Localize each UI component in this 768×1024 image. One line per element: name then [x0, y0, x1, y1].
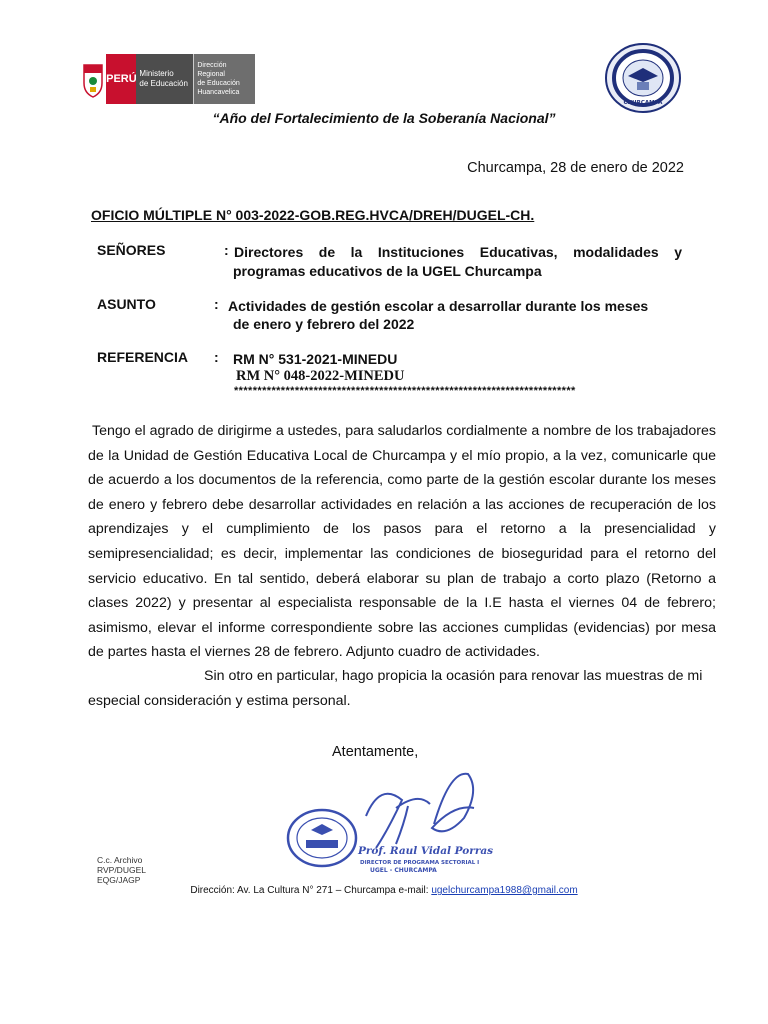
footer-email-link[interactable]: ugelchurcampa1988@gmail.com [431, 885, 578, 896]
senores-label: SEÑORES [97, 242, 166, 258]
senores-colon: : [224, 242, 229, 258]
signature-stamp-icon [284, 764, 504, 876]
peru-shield-icon [80, 54, 106, 104]
asunto-value-line2: de enero y febrero del 2022 [233, 316, 415, 332]
closing-salutation: Atentamente, [332, 744, 419, 760]
senores-value-line2: programas educativos de la UGEL Churcampa [233, 263, 542, 279]
date-line: Churcampa, 28 de enero de 2022 [467, 160, 684, 176]
logo-country: PERÚ [106, 54, 136, 104]
svg-text:DIRECTOR DE PROGRAMA SECTORIAL: DIRECTOR DE PROGRAMA SECTORIAL I [360, 860, 480, 866]
signature-block [284, 764, 504, 876]
referencia-ref1: RM N° 531-2021-MINEDU [233, 351, 398, 367]
svg-text:UGEL - CHURCAMPA: UGEL - CHURCAMPA [370, 867, 437, 874]
body-paragraph-1: Tengo el agrado de dirigirme a ustedes, para saludarlos cordialmente a nombre de los trabajadores de la Unidad de Gestión Educativa Local de Churcampa y el mío propio, a la vez, comunicarle que de acuerdo a los documentos de la referencia, como parte de la gestión escolar durante los meses de enero y febrero debe desarrollar actividades en relación a las acciones de recuperación de los aprendizajes y el cumplimiento de los pasos para el retorno a la presencialidad y semipresencialidad; es decir, implementar las condiciones de bioseguridad para el retorno del servicio educativo. En tal sentido, deberá elaborar su plan de trabajo a corto plazo (Retorno a clases 2022) y presentar al especialista responsable de la I.E hasta el viernes 04 de febrero; asimismo, elevar el informe correspondiente sobre las acciones cumplidas (evidencias) por mesa de partes hasta el viernes 28 de febrero. Adjunto cuadro de actividades. [88, 423, 716, 661]
senores-value-line1: Directores de la Instituciones Educativas, modalidades y [234, 244, 682, 260]
referencia-colon: : [214, 349, 219, 365]
referencia-label: REFERENCIA [97, 349, 189, 365]
referencia-ref2: RM N° 048-2022-MINEDU [236, 368, 405, 384]
logo-ministry: Ministerio de Educación [136, 54, 193, 104]
separator-stars: ************************************************************************* [234, 385, 576, 397]
svg-text:CHURCAMPA: CHURCAMPA [623, 100, 663, 106]
ministry-logo [80, 54, 255, 104]
ugel-seal-icon [604, 42, 682, 114]
logo-direction: Dirección Regional de Educación Huancavelica [193, 54, 255, 104]
asunto-value-line1: Actividades de gestión escolar a desarrollar durante los meses [228, 298, 649, 314]
oficio-number: OFICIO MÚLTIPLE N° 003-2022-GOB.REG.HVCA/DREH/DUGEL-CH. [91, 207, 535, 223]
asunto-label: ASUNTO [97, 296, 156, 312]
carbon-copy: C.c. Archivo RVP/DUGEL EQG/JAGP [97, 855, 146, 885]
svg-text:Prof. Raul Vidal Porras: Prof. Raul Vidal Porras [358, 845, 494, 857]
body-paragraph-2: Sin otro en particular, hago propicia la ocasión para renovar las muestras de mi especial consideración y estima personal. [88, 668, 703, 709]
footer-address: Dirección: Av. La Cultura N° 271 – Churcampa e-mail: ugelchurcampa1988@gmail.com [190, 885, 578, 896]
year-motto: “Año del Fortalecimiento de la Soberanía Nacional” [212, 110, 556, 126]
asunto-colon: : [214, 296, 219, 312]
